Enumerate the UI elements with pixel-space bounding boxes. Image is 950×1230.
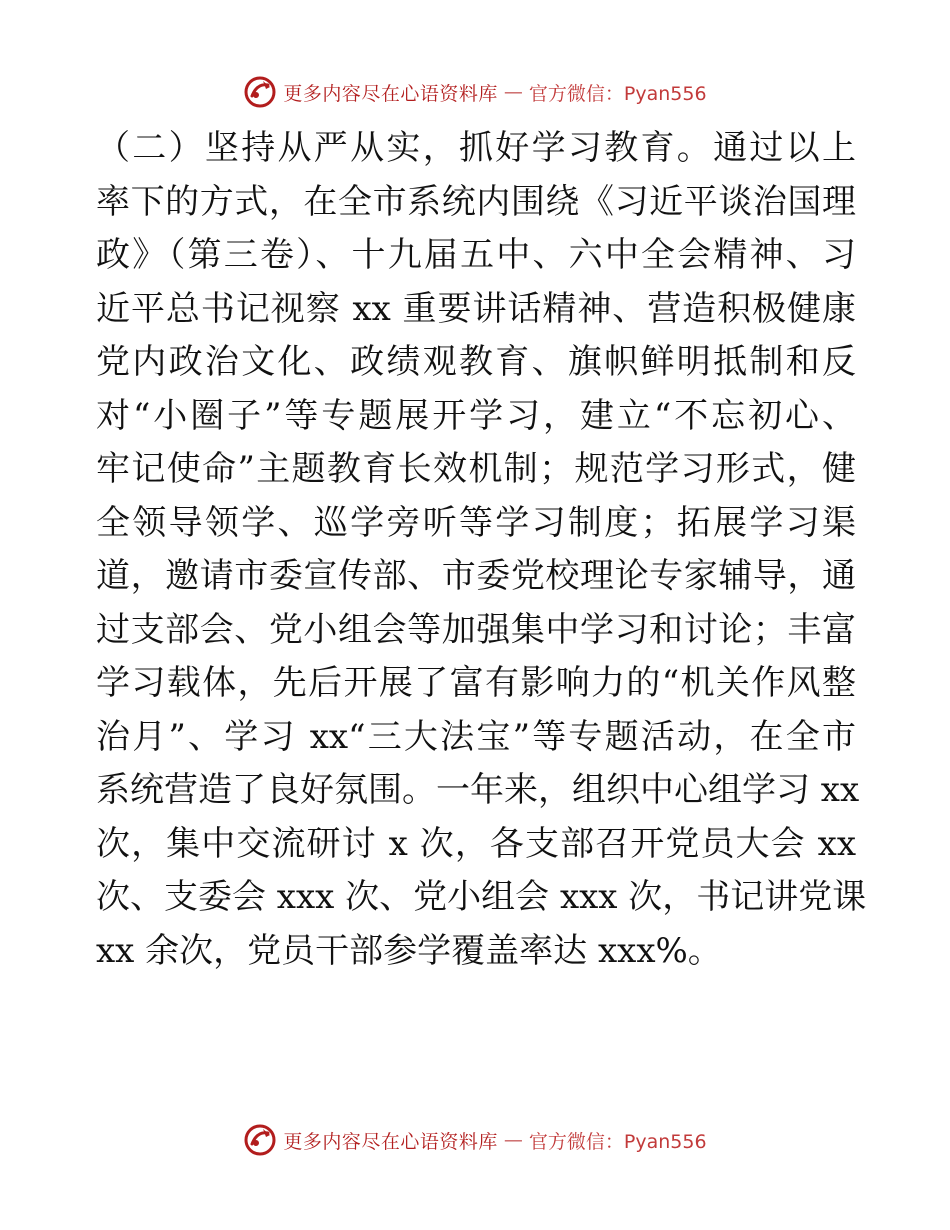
paragraph-line: 率下的方式，在全市系统内围绕《习近平谈治国理 — [96, 181, 856, 222]
paragraph-line: 全领导领学、巡学旁听等学习制度；拓展学习渠 — [96, 502, 856, 543]
logo-icon — [243, 1123, 277, 1157]
paragraph-line: 治月”、学习 xx“三大法宝”等专题活动，在全市 — [96, 716, 856, 757]
banner-title: 更多内容尽在心语资料库 — [283, 82, 498, 105]
paragraph-line: 次，集中交流研讨 x 次，各支部召开党员大会 xx — [96, 823, 856, 864]
footer-banner — [0, 1120, 950, 1160]
paragraph-line: 对“小圈子”等专题展开学习，建立“不忘初心、 — [96, 395, 856, 436]
paragraph-line: 政》（第三卷）、十九届五中、六中全会精神、习 — [96, 235, 856, 275]
document-paragraph — [96, 122, 867, 978]
paragraph-line: 系统营造了良好氛围。一年来，组织中心组学习 xx — [96, 770, 860, 810]
paragraph-line: xx 余次，党员干部参学覆盖率达 xxx%。 — [96, 930, 722, 971]
header-banner — [0, 72, 950, 112]
banner-contact: 官方微信：Pyan556 — [528, 82, 707, 105]
logo-icon — [243, 75, 277, 109]
paragraph-line: 学习载体，先后开展了富有影响力的“机关作风整 — [96, 663, 856, 703]
paragraph-line: 次、支委会 xxx 次、党小组会 xxx 次，书记讲党课 — [96, 877, 867, 917]
paragraph-line: 过支部会、党小组会等加强集中学习和讨论；丰富 — [96, 609, 856, 650]
paragraph-line: 牢记使命”主题教育长效机制；规范学习形式，健 — [96, 449, 856, 489]
paragraph-line: 党内政治文化、政绩观教育、旗帜鲜明抵制和反 — [96, 342, 856, 382]
paragraph-line: （二）坚持从严从实，抓好学习教育。通过以上 — [96, 128, 856, 168]
banner-separator: — — [503, 1129, 523, 1151]
banner-separator: — — [503, 81, 523, 103]
paragraph-line: 近平总书记视察 xx 重要讲话精神、营造积极健康 — [96, 288, 856, 329]
banner-contact: 官方微信：Pyan556 — [528, 1130, 707, 1153]
paragraph-line: 道，邀请市委宣传部、市委党校理论专家辅导，通 — [96, 556, 856, 596]
banner-title: 更多内容尽在心语资料库 — [283, 1130, 498, 1153]
